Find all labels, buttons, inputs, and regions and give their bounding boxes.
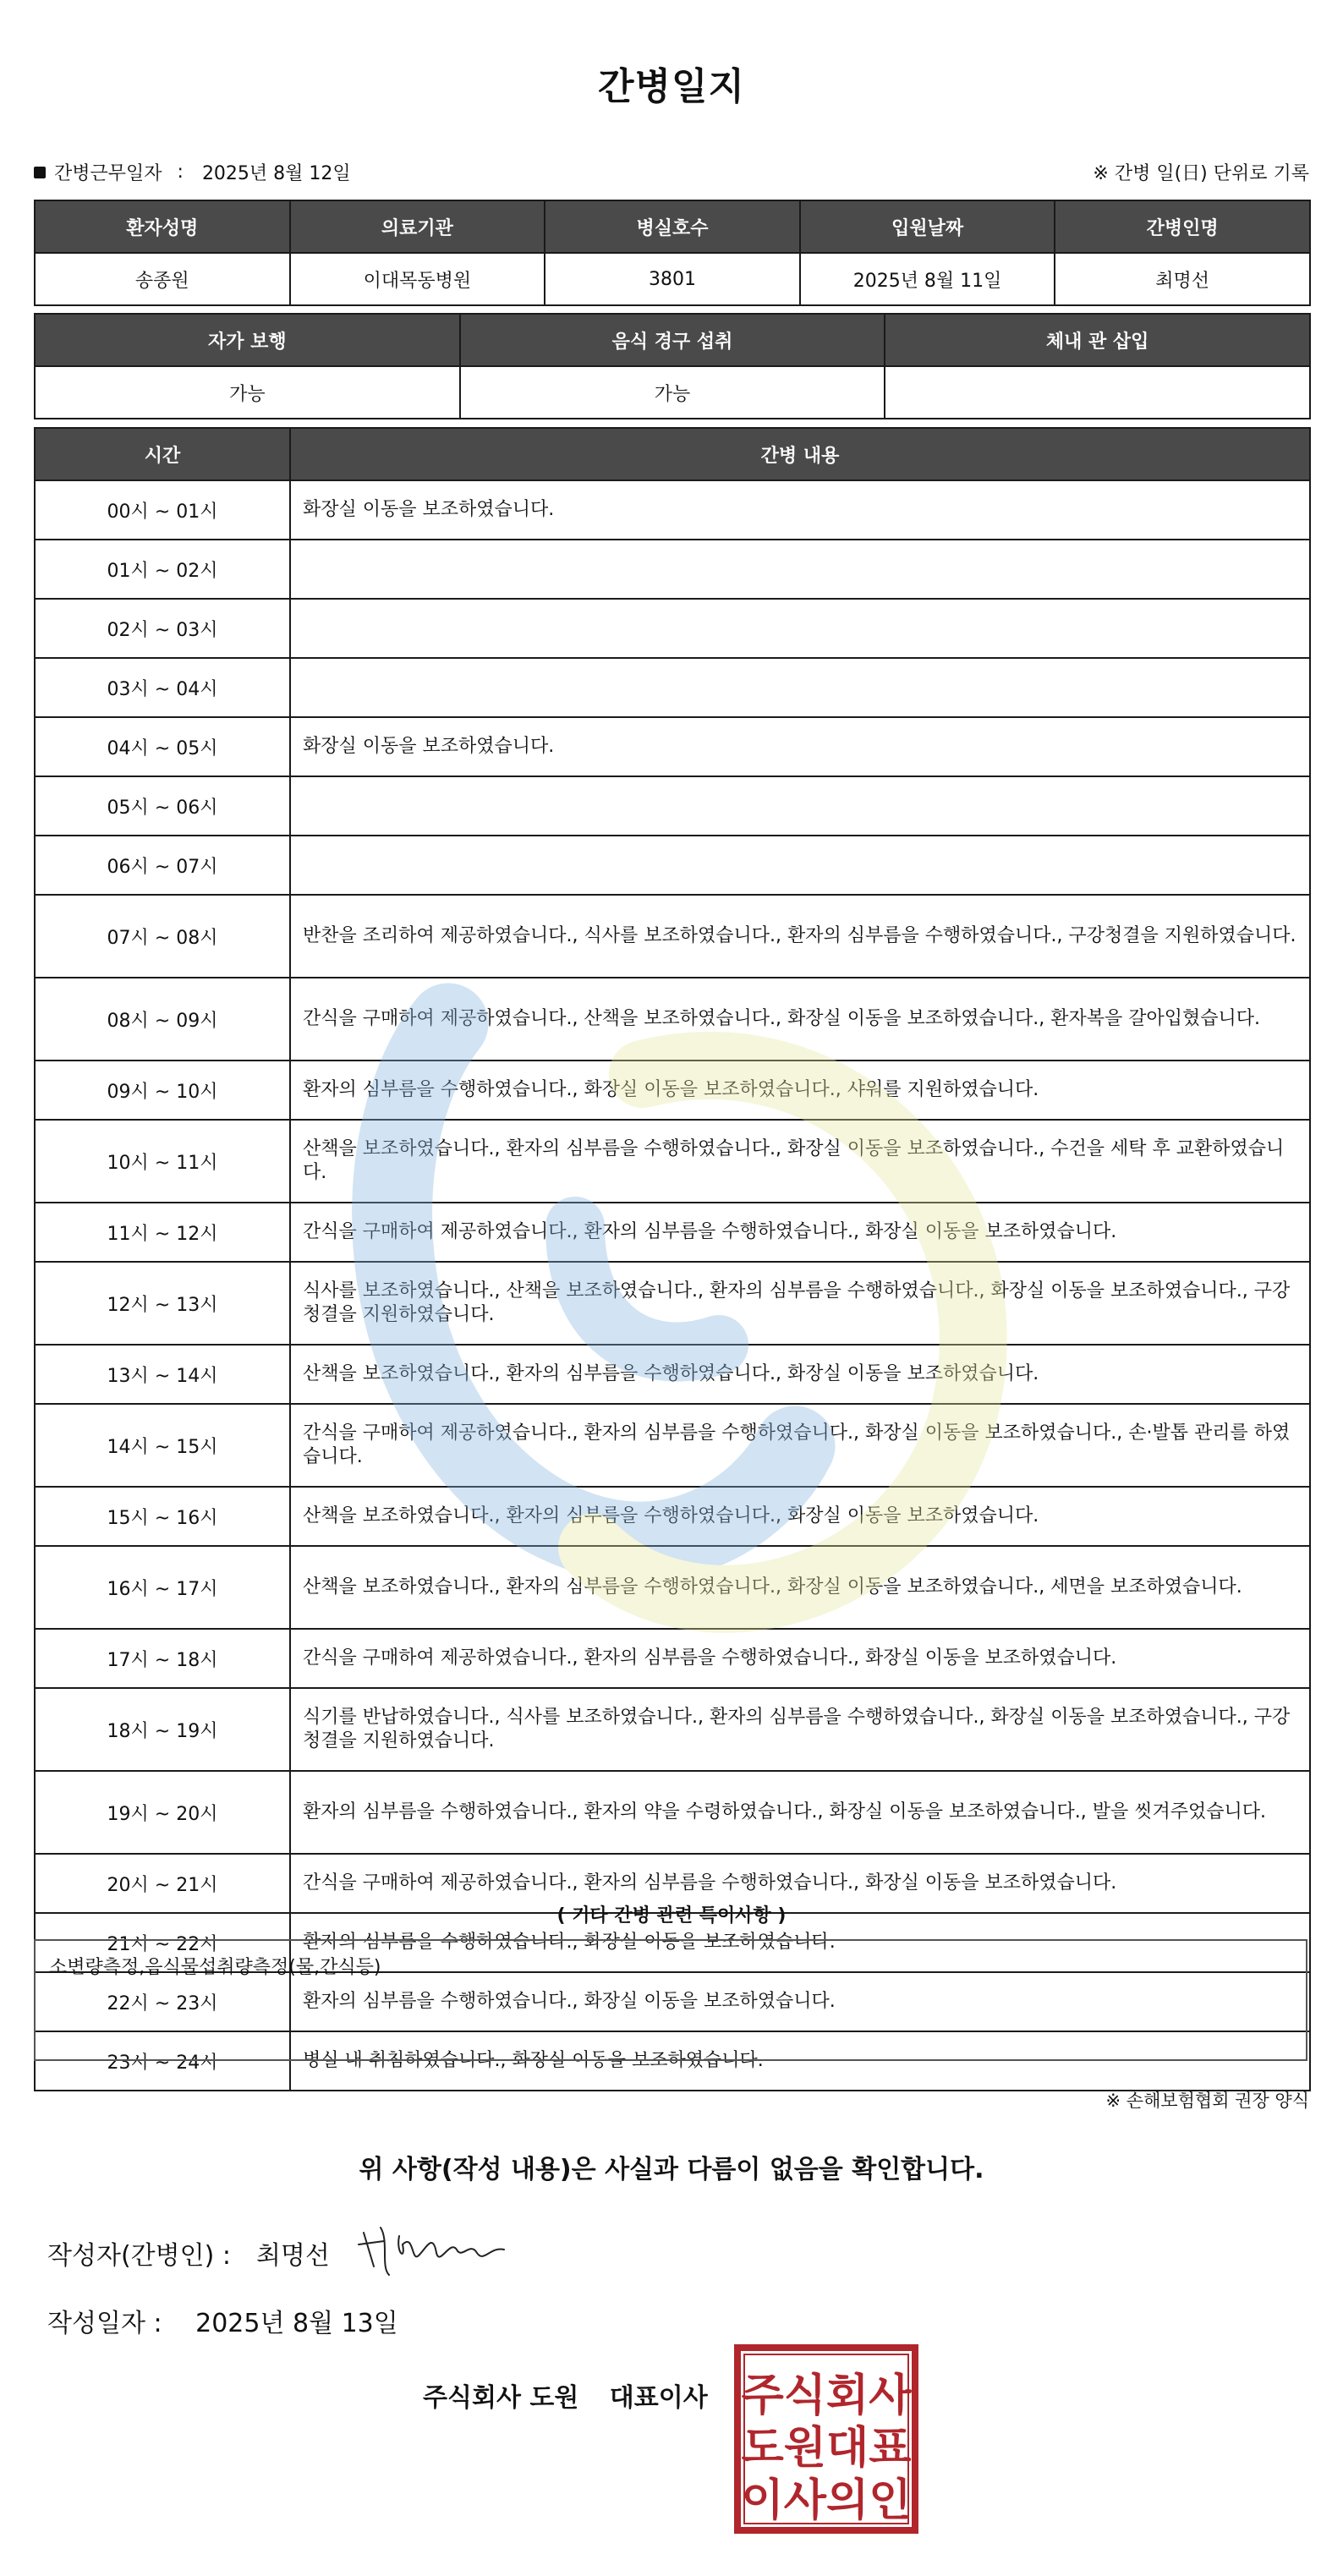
association-note: ※ 손해보험협회 권장 양식 <box>1105 2091 1309 2111</box>
company-name: 주식회사 도원 <box>423 2383 579 2413</box>
care-log-table <box>34 427 1311 2091</box>
care-log-row <box>35 1404 1310 1487</box>
care-log-row <box>35 480 1310 540</box>
care-log-row <box>35 776 1310 836</box>
care-date-value: 2025년 8월 12일 <box>201 163 351 184</box>
patient-status-header-row <box>35 314 1310 366</box>
care-log-row <box>35 1345 1310 1404</box>
header-time: 시간 <box>35 428 290 480</box>
seal-line-3: 이사의인 <box>741 2475 912 2526</box>
care-log-time: 13시 ~ 14시 <box>35 1345 290 1404</box>
care-log-content: 산책을 보조하였습니다., 환자의 심부름을 수행하였습니다., 화장실 이동을 보조하였습니다. <box>290 1345 1310 1404</box>
confirmation-statement: 위 사항(작성 내용)은 사실과 다름이 없음을 확인합니다. <box>359 2155 984 2184</box>
patient-name: 송종원 <box>35 253 290 305</box>
header-oral-intake: 음식 경구 섭취 <box>460 314 885 366</box>
patient-status-value-row <box>35 366 1310 419</box>
care-log-content: 환자의 심부름을 수행하였습니다., 화장실 이동을 보조하였습니다., 샤워를 지원하였습니다. <box>290 1061 1310 1120</box>
care-log-time: 01시 ~ 02시 <box>35 540 290 599</box>
care-log-row <box>35 1203 1310 1262</box>
care-log-time: 18시 ~ 19시 <box>35 1688 290 1771</box>
care-log-time: 22시 ~ 23시 <box>35 1972 290 2031</box>
care-log-time: 05시 ~ 06시 <box>35 776 290 836</box>
care-log-content: 화장실 이동을 보조하였습니다. <box>290 717 1310 776</box>
care-log-content: 화장실 이동을 보조하였습니다. <box>290 480 1310 540</box>
care-log-row <box>35 836 1310 895</box>
self-walking-value: 가능 <box>35 366 460 419</box>
care-log-row <box>35 1120 1310 1203</box>
document-title: 간병일지 <box>597 65 745 108</box>
tube-insertion-value <box>885 366 1310 419</box>
care-date-row <box>34 159 351 185</box>
care-log-time: 17시 ~ 18시 <box>35 1629 290 1688</box>
care-log-content: 간식을 구매하여 제공하였습니다., 환자의 심부름을 수행하였습니다., 화장실 이동을 보조하였습니다., 손·발톱 관리를 하였습니다. <box>290 1404 1310 1487</box>
writer-label: 작성자(간병인) : <box>47 2241 231 2271</box>
care-log-content: 간식을 구매하여 제공하였습니다., 환자의 심부름을 수행하였습니다., 화장실 이동을 보조하였습니다. <box>290 1629 1310 1688</box>
care-log-time: 11시 ~ 12시 <box>35 1203 290 1262</box>
company-rep-title: 대표이사 <box>609 2383 708 2413</box>
care-date-label: 간병근무일자 <box>54 163 162 184</box>
care-log-row <box>35 895 1310 978</box>
unit-note: ※ 간병 일(日) 단위로 기록 <box>1093 163 1309 184</box>
care-log-content: 간식을 구매하여 제공하였습니다., 환자의 심부름을 수행하였습니다., 화장실 이동을 보조하였습니다. <box>290 1203 1310 1262</box>
care-log-time: 06시 ~ 07시 <box>35 836 290 895</box>
special-notes-box <box>34 1939 1307 2061</box>
care-log-content <box>290 658 1310 717</box>
oral-intake-value: 가능 <box>460 366 885 419</box>
care-log-time: 12시 ~ 13시 <box>35 1262 290 1345</box>
special-notes-text: 소변량측정,음식물섭취량측정(물,간식등) <box>49 1957 381 1978</box>
caregiver-name: 최명선 <box>1055 253 1310 305</box>
care-log-time: 20시 ~ 21시 <box>35 1854 290 1913</box>
care-log-row <box>35 599 1310 658</box>
header-patient-name: 환자성명 <box>35 200 290 253</box>
care-log-content: 산책을 보조하였습니다., 환자의 심부름을 수행하였습니다., 화장실 이동을 보조하였습니다. <box>290 1487 1310 1546</box>
header-room: 병실호수 <box>545 200 800 253</box>
writer-name: 최명선 <box>255 2241 330 2271</box>
care-log-content: 환자의 심부름을 수행하였습니다., 화장실 이동을 보조하였습니다. <box>290 1972 1310 2031</box>
header-tube-insertion: 체내 관 삽입 <box>885 314 1310 366</box>
company-signoff <box>423 2376 708 2414</box>
care-log-time: 23시 ~ 24시 <box>35 2031 290 2091</box>
care-log-row <box>35 1629 1310 1688</box>
header-hospital: 의료기관 <box>290 200 545 253</box>
company-seal-stamp <box>732 2343 920 2535</box>
care-log-row <box>35 658 1310 717</box>
handwritten-signature <box>355 2216 516 2283</box>
care-log-content <box>290 836 1310 895</box>
writer-row <box>47 2234 330 2272</box>
care-log-header-row <box>35 428 1310 480</box>
care-log-time: 07시 ~ 08시 <box>35 895 290 978</box>
care-log-time: 14시 ~ 15시 <box>35 1404 290 1487</box>
care-log-time: 03시 ~ 04시 <box>35 658 290 717</box>
care-log-content: 간식을 구매하여 제공하였습니다., 산책을 보조하였습니다., 화장실 이동을 보조하였습니다., 환자복을 갈아입혔습니다. <box>290 978 1310 1061</box>
seal-line-1: 주식회사 <box>741 2370 912 2421</box>
patient-info-table <box>34 200 1311 306</box>
care-date-colon: : <box>177 162 184 183</box>
special-notes-title: ( 기타 간병 관련 특이사항 ) <box>556 1905 787 1927</box>
header-caregiver: 간병인명 <box>1055 200 1310 253</box>
care-log-row <box>35 1487 1310 1546</box>
care-log-content: 간식을 구매하여 제공하였습니다., 환자의 심부름을 수행하였습니다., 화장실 이동을 보조하였습니다. <box>290 1854 1310 1913</box>
patient-info-header-row <box>35 200 1310 253</box>
written-date-row <box>47 2302 398 2339</box>
care-log-row <box>35 1771 1310 1854</box>
care-log-content: 식기를 반납하였습니다., 식사를 보조하였습니다., 환자의 심부름을 수행하였습니다., 화장실 이동을 보조하였습니다., 구강청결을 지원하였습니다. <box>290 1688 1310 1771</box>
care-log-content <box>290 776 1310 836</box>
header-care-content: 간병 내용 <box>290 428 1310 480</box>
care-log-content: 병실 내 취침하였습니다., 화장실 이동을 보조하였습니다. <box>290 2031 1310 2091</box>
care-log-time: 21시 ~ 22시 <box>35 1913 290 1972</box>
written-date-value: 2025년 8월 13일 <box>195 2309 398 2338</box>
care-log-time: 04시 ~ 05시 <box>35 717 290 776</box>
care-log-content <box>290 540 1310 599</box>
patient-status-table <box>34 313 1311 419</box>
care-log-row <box>35 1546 1310 1629</box>
hospital-name: 이대목동병원 <box>290 253 545 305</box>
care-log-row <box>35 540 1310 599</box>
care-log-content <box>290 599 1310 658</box>
square-bullet-icon <box>34 167 46 178</box>
care-log-row <box>35 717 1310 776</box>
care-log-time: 19시 ~ 20시 <box>35 1771 290 1854</box>
seal-line-2: 도원대표 <box>741 2423 912 2474</box>
header-admission-date: 입원날짜 <box>800 200 1055 253</box>
care-log-content: 산책을 보조하였습니다., 환자의 심부름을 수행하였습니다., 화장실 이동을 보조하였습니다., 세면을 보조하였습니다. <box>290 1546 1310 1629</box>
care-log-time: 15시 ~ 16시 <box>35 1487 290 1546</box>
care-log-time: 00시 ~ 01시 <box>35 480 290 540</box>
room-number: 3801 <box>545 253 800 305</box>
written-date-label: 작성일자 : <box>47 2309 162 2338</box>
care-log-time: 02시 ~ 03시 <box>35 599 290 658</box>
care-log-content: 환자의 심부름을 수행하였습니다., 화장실 이동을 보조하였습니다. <box>290 1913 1310 1972</box>
care-log-row <box>35 1061 1310 1120</box>
care-log-time: 16시 ~ 17시 <box>35 1546 290 1629</box>
care-log-content: 환자의 심부름을 수행하였습니다., 환자의 약을 수령하였습니다., 화장실 이동을 보조하였습니다., 발을 씻겨주었습니다. <box>290 1771 1310 1854</box>
header-self-walking: 자가 보행 <box>35 314 460 366</box>
care-log-time: 10시 ~ 11시 <box>35 1120 290 1203</box>
care-log-time: 09시 ~ 10시 <box>35 1061 290 1120</box>
patient-info-value-row <box>35 253 1310 305</box>
care-log-time: 08시 ~ 09시 <box>35 978 290 1061</box>
admission-date: 2025년 8월 11일 <box>800 253 1055 305</box>
care-log-row <box>35 1262 1310 1345</box>
care-log-content: 산책을 보조하였습니다., 환자의 심부름을 수행하였습니다., 화장실 이동을 보조하였습니다., 수건을 세탁 후 교환하였습니다. <box>290 1120 1310 1203</box>
care-log-content: 식사를 보조하였습니다., 산책을 보조하였습니다., 환자의 심부름을 수행하였습니다., 화장실 이동을 보조하였습니다., 구강청결을 지원하였습니다. <box>290 1262 1310 1345</box>
care-log-body <box>35 480 1310 2091</box>
care-log-content: 반찬을 조리하여 제공하였습니다., 식사를 보조하였습니다., 환자의 심부름을 수행하였습니다., 구강청결을 지원하였습니다. <box>290 895 1310 978</box>
care-log-row <box>35 1688 1310 1771</box>
care-log-row <box>35 978 1310 1061</box>
